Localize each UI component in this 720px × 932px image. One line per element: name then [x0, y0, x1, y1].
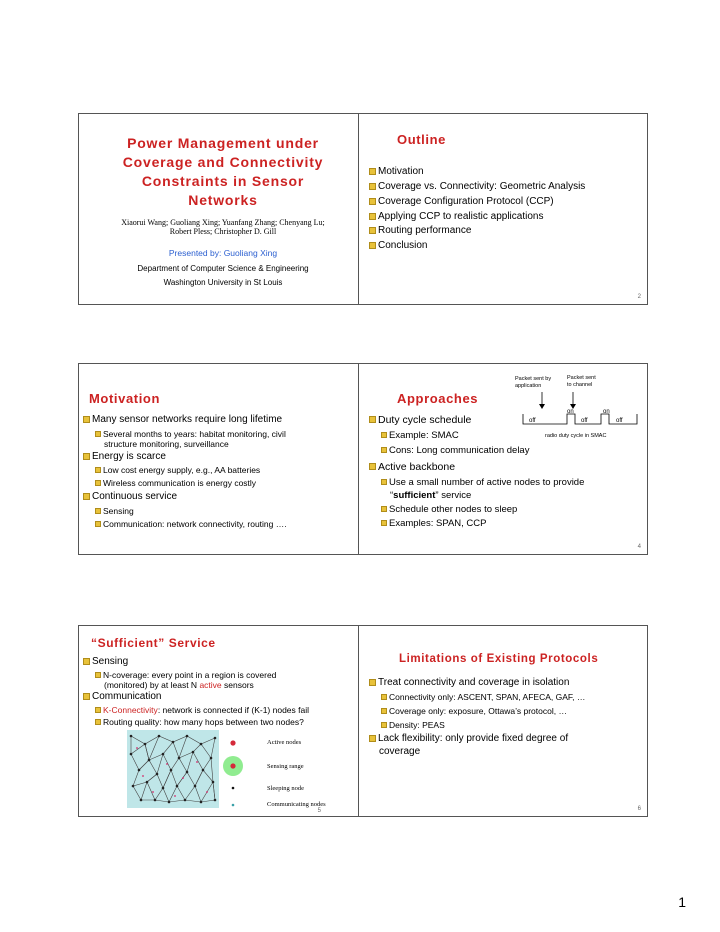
bullet-icon — [381, 694, 387, 700]
off-label: off — [529, 418, 536, 424]
on-label: on — [603, 409, 610, 415]
bullet-icon — [369, 227, 376, 234]
sub-bullet-continuation: (monitored) by at least N active sensors — [104, 680, 254, 690]
page-number: 1 — [678, 894, 686, 910]
bullet-icon — [369, 416, 376, 423]
slide-approaches — [358, 363, 648, 555]
bullet-icon — [95, 719, 101, 725]
slide-1-title: Power Management under Coverage and Connectivity Constraints in Sensor Networks — [122, 135, 324, 208]
bullet-continuation: coverage — [379, 746, 421, 757]
sub-bullet-continuation: structure monitoring, surveillance — [104, 439, 229, 449]
bullet-icon — [83, 416, 90, 423]
sub-bullet: N-coverage: every point in a region is covered — [95, 670, 276, 680]
bullet-icon — [369, 213, 376, 220]
off-label: off — [616, 418, 623, 424]
slide-number: 6 — [637, 806, 641, 812]
legend-symbols — [221, 734, 245, 810]
sub-bullet: K-Connectivity : network is connected if (K-1) nodes fail — [95, 705, 309, 715]
sub-bullet: Several months to years: habitat monitoring, civil — [95, 429, 286, 439]
sub-bullet: Low cost energy supply, e.g., AA batteries — [95, 465, 260, 475]
legend-sleeping-node: Sleeping node — [267, 785, 305, 792]
bullet: Many sensor networks require long lifetime — [83, 414, 282, 425]
bullet: Lack flexibility: only provide fixed degree of — [369, 733, 568, 744]
bullet: Energy is scarce — [83, 451, 166, 462]
sub-bullet: Communication: network connectivity, routing …. — [95, 519, 287, 529]
bullet: Sensing — [83, 656, 128, 667]
outline-item: Coverage vs. Connectivity: Geometric Analysis — [369, 181, 585, 192]
outline-item: Applying CCP to realistic applications — [369, 211, 543, 222]
sub-bullet: Cons: Long communication delay — [381, 445, 529, 456]
slide-number: 4 — [637, 544, 641, 550]
bullet-icon — [95, 431, 101, 437]
sub-bullet: Routing quality: how many hops between two nodes? — [95, 717, 304, 727]
bullet: Continuous service — [83, 491, 177, 502]
bullet-icon — [381, 432, 387, 438]
slide-6-title: Limitations of Existing Protocols — [399, 653, 599, 665]
slide-outline — [358, 113, 648, 305]
bullet-icon — [369, 242, 376, 249]
outline-item: Coverage Configuration Protocol (CCP) — [369, 196, 554, 207]
off-label: off — [581, 418, 588, 424]
bullet-icon — [369, 168, 376, 175]
outline-item: Motivation — [369, 166, 424, 177]
bullet: Active backbone — [369, 461, 455, 473]
sub-bullet: Coverage only: exposure, Ottawa’s protocol, … — [381, 706, 567, 716]
bullet-icon — [381, 479, 387, 485]
bullet-icon — [369, 735, 376, 742]
sub-bullet: Use a small number of active nodes to provide — [381, 477, 584, 488]
bullet-icon — [83, 453, 90, 460]
slide-5-title: “Sufficient” Service — [91, 636, 216, 650]
bullet-icon — [381, 447, 387, 453]
slide-motivation — [78, 363, 368, 555]
label-packet-to-channel: Packet sent to channel — [567, 375, 596, 388]
bullet-icon — [369, 463, 376, 470]
bullet-icon — [83, 658, 90, 665]
bullet-icon — [95, 672, 101, 678]
bullet-icon — [369, 183, 376, 190]
bullet: Communication — [83, 691, 161, 702]
legend-communicating-nodes: Communicating nodes — [267, 801, 326, 808]
sub-bullet-continuation: “sufficient” service — [390, 490, 472, 501]
bullet-icon — [369, 679, 376, 686]
diagram-caption: radio duty cycle in SMAC — [545, 433, 607, 439]
slide-limitations — [358, 625, 648, 817]
label-packet-by-app: Packet sent by application — [515, 376, 552, 389]
on-label: on — [567, 409, 574, 415]
bullet: Treat connectivity and coverage in isolation — [369, 677, 569, 688]
slide-3-title: Motivation — [89, 391, 160, 406]
sub-bullet: Sensing — [95, 506, 134, 516]
bullet-icon — [369, 198, 376, 205]
bullet-icon — [381, 520, 387, 526]
department: Department of Computer Science & Engineering — [137, 264, 309, 273]
slide-4-title: Approaches — [397, 391, 479, 406]
slide-title — [78, 113, 368, 305]
slide-number: 2 — [637, 294, 641, 300]
bullet-icon — [95, 707, 101, 713]
bullet-icon — [83, 493, 90, 500]
sensor-network-figure — [127, 730, 219, 808]
slide-2-title: Outline — [397, 132, 446, 147]
authors: Xiaorui Wang; Guoliang Xing; Yuanfang Zhang; Chenyang Lu; Robert Pless; Christopher D. Gill — [121, 218, 325, 236]
sub-bullet: Schedule other nodes to sleep — [381, 504, 517, 515]
bullet-icon — [381, 708, 387, 714]
sub-bullet: Wireless communication is energy costly — [95, 478, 256, 488]
legend-active-nodes: Active nodes — [267, 739, 302, 746]
slide-sufficient-service — [78, 625, 368, 817]
presented-by: Presented by: Guoliang Xing — [168, 248, 278, 258]
outline-item: Routing performance — [369, 225, 471, 236]
sub-bullet: Connectivity only: ASCENT, SPAN, AFECA, GAF, … — [381, 692, 585, 702]
bullet-icon — [381, 506, 387, 512]
bullet-icon — [83, 693, 90, 700]
university: Washington University in St Louis — [163, 278, 283, 287]
sub-bullet: Example: SMAC — [381, 430, 459, 441]
bullet: Duty cycle schedule — [369, 414, 471, 426]
bullet-icon — [95, 467, 101, 473]
outline-item: Conclusion — [369, 240, 427, 251]
bullet-icon — [95, 508, 101, 514]
sub-bullet: Examples: SPAN, CCP — [381, 518, 487, 529]
bullet-icon — [95, 521, 101, 527]
bullet-icon — [381, 722, 387, 728]
legend-sensing-range: Sensing range — [267, 763, 304, 770]
slide-number: 5 — [317, 808, 321, 814]
sub-bullet: Density: PEAS — [381, 720, 445, 730]
bullet-icon — [95, 480, 101, 486]
